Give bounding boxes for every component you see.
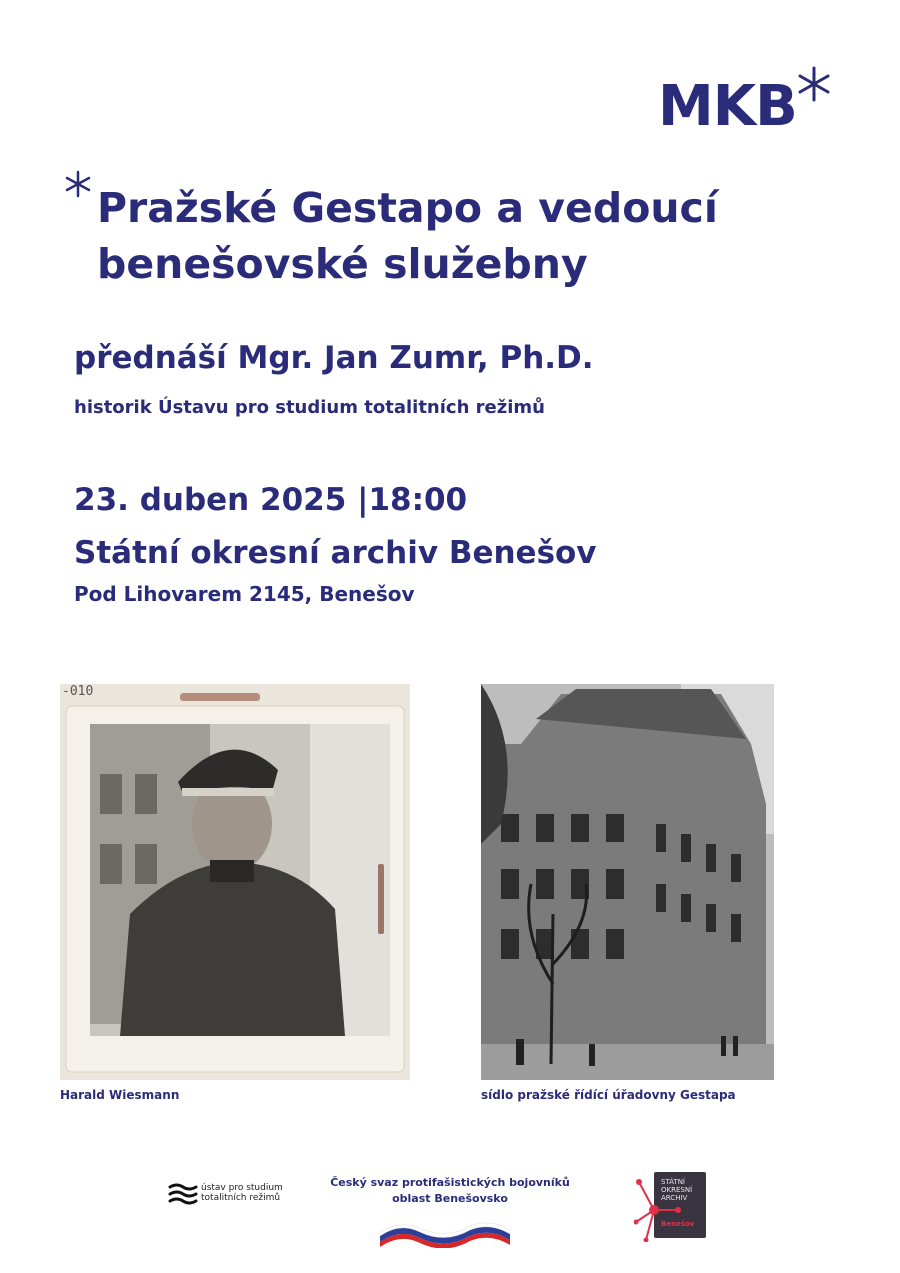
asterisk-icon (64, 170, 92, 198)
photo-stamp: -010 (62, 684, 94, 699)
event-title-line1: Pražské Gestapo a vedoucí (97, 184, 718, 232)
flag-ribbon-icon (380, 1222, 510, 1248)
ustr-logo-text (201, 1183, 283, 1203)
ustr-line2: totalitních režimů (201, 1193, 281, 1203)
building-photo (481, 684, 774, 1080)
event-datetime: 23. duben 2025 |18:00 (74, 482, 468, 518)
building-illustration (481, 684, 774, 1080)
org-line2: oblast Benešovsko (392, 1192, 508, 1205)
portrait-illustration (60, 684, 410, 1080)
archive-line3: ARCHIV (661, 1194, 688, 1202)
event-venue: Státní okresní archiv Benešov (74, 535, 597, 571)
caption-left: Harald Wiesmann (60, 1088, 180, 1102)
event-address: Pod Lihovarem 2145, Benešov (74, 582, 415, 606)
org-name (330, 1175, 570, 1207)
speaker: přednáší Mgr. Jan Zumr, Ph.D. (74, 340, 594, 376)
event-title-line2: benešovské služebny (97, 240, 588, 288)
speaker-role: historik Ústavu pro studium totalitních režimů (74, 397, 545, 418)
caption-right: sídlo pražské řídící úřadovny Gestapa (481, 1088, 736, 1102)
archive-logo (634, 1172, 706, 1242)
org-line1: Český svaz protifašistických bojovníků (330, 1176, 570, 1189)
archive-line1: STÁTNÍ (661, 1178, 685, 1186)
archive-logo-text (661, 1178, 692, 1202)
archive-city: Benešov (661, 1220, 695, 1228)
ustr-line1: ústav pro studium (201, 1183, 283, 1193)
asterisk-icon (796, 66, 832, 102)
brand-logo: MKB (658, 74, 797, 139)
event-title (97, 180, 857, 292)
portrait-photo (60, 684, 410, 1080)
ustr-logo-icon (168, 1182, 198, 1208)
archive-line2: OKRESNÍ (661, 1186, 693, 1194)
